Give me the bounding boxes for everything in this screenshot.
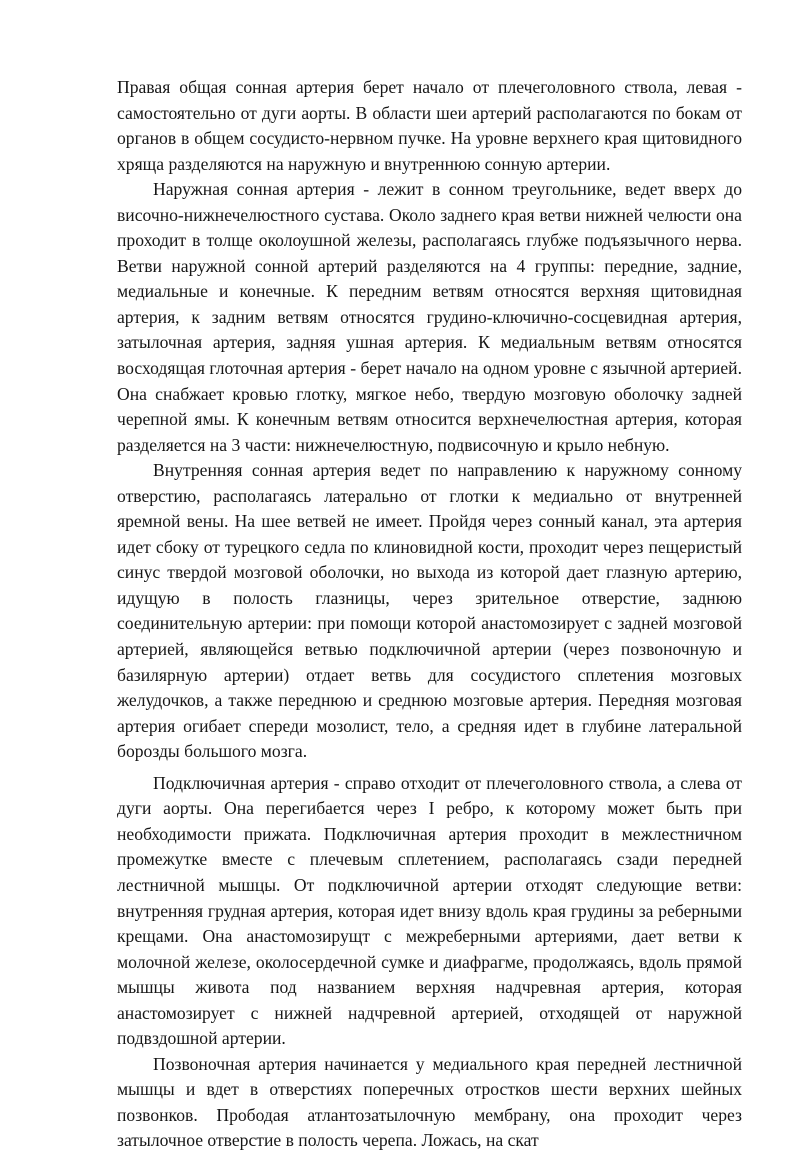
paragraph-subclavian: Подключичная артерия - справо отходит от плечеголовного ствола, а слева от дуги аорты. Она перегибается через I ребро, к которому может быть при необходимости прижата. Подключичная артерия проходит в межлестничном промежутке вместе с плечевым сплетением, располагаясь сзади передней лестничной мышцы. От подключичной артерии отходят следующие ветви: внутренняя грудная артерия, которая идет внизу вдоль края грудины за реберными крещами. Она анастомозирущт с межреберными артериями, дает ветви к молочной железе, околосердечной сумке и диафрагме, продолжаясь, вдоль прямой мышцы живота под названием верхняя надчревная артерия, которая анастомозирует с нижней надчревной артерией, отходящей от наружной подвздошной артерии.	[117, 772, 742, 1049]
paragraph-vertebral: Позвоночная артерия начинается у медиального края передней лестничной мышцы и вдет в отверстиях поперечных отростков шести верхних шейных позвонков. Прободая атлантозатылочную мембрану, она проходит через затылочное отверстие в полость черепа. Ложась, на скат	[117, 1053, 742, 1151]
paragraph-external-carotid: Наружная сонная артерия - лежит в сонном треугольнике, ведет вверх до височно-нижнечелюстного сустава. Около заднего края ветви нижней челюсти она проходит в толще околоушной железы, располагаясь глубже подъязычного нерва. Ветви наружной сонной артерий разделяются на 4 группы: передние, задние, медиальные и конечные. К передним ветвям относятся верхняя щитовидная артерия, к задним ветвям относятся грудино-ключично-сосцевидная артерия, затылочная артерия, задняя ушная артерия. К медиальным ветвям относятся восходящая глоточная артерия - берет начало на одном уровне с язычной артерией. Она снабжает кровью глотку, мягкое небо, твердую мозговую оболочку задней черепной ямы. К конечным ветвям относится верхнечелюстная артерия, которая разделяется на 3 части: нижнечелюстную, подвисочную и крыло небную.	[117, 179, 742, 455]
document-page	[117, 75, 742, 1154]
paragraph-internal-carotid: Внутренняя сонная артерия ведет по направлению к наружному сонному отверстию, располагаясь латерально от глотки к медиально от внутренней яремной вены. На шее ветвей не имеет. Пройдя через сонный канал, эта артерия идет сбоку от турецкого седла по клиновидной кости, проходит через пещеристый синус твердой мозговой оболочки, но выхода из которой дает глазную артерию, идущую в полость глазницы, через зрительное отверстие, заднюю соединительную артерии: при помощи которой анастомозирует с задней мозговой артерией, являющейся ветвью подключичной артерии (через позвоночную и базилярную артерии) отдает ветвь для сосудистого сплетения мозговых желудочков, а также переднюю и среднюю мозговые артерия. Передняя мозговая артерия огибает спереди мозолист, тело, а средняя идет в глубине латеральной борозды большого мозга.	[117, 460, 742, 762]
paragraph-common-carotid: Правая общая сонная артерия берет начало от плечеголовного ствола, левая - самостоятельно от дуги аорты. В области шеи артерий располагаются по бокам от органов в общем сосудисто-нервном пучке. На уровне верхнего края щитовидного хряща разделяются на наружную и внутреннюю сонную артерии.	[117, 77, 742, 174]
